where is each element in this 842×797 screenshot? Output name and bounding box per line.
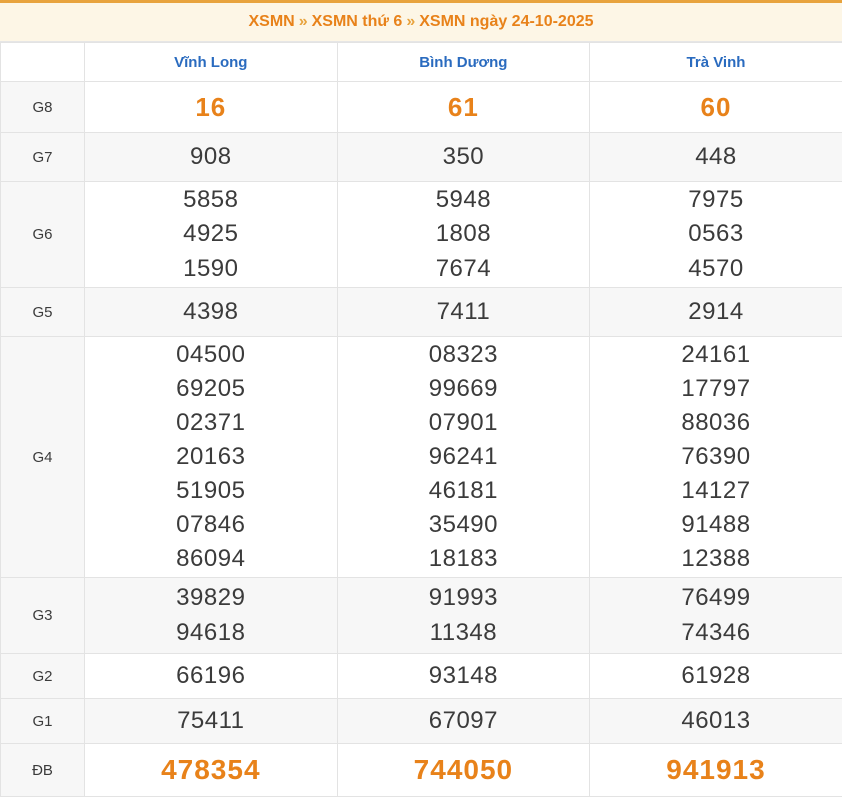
prize-number: 7674 — [338, 252, 590, 286]
prize-number: 448 — [590, 140, 842, 174]
province-header-1[interactable]: Vĩnh Long — [85, 43, 338, 82]
prize-number: 46013 — [590, 704, 842, 738]
prize-number: 61928 — [590, 659, 842, 693]
prize-number: 75411 — [85, 704, 337, 738]
prize-number: 0563 — [590, 217, 842, 251]
prize-cell-g7-binhduong — [337, 133, 590, 182]
prize-number: 88036 — [590, 406, 842, 440]
prize-cell-g4-vinhlong — [85, 337, 338, 578]
table-row — [1, 82, 842, 133]
prize-number: 07846 — [85, 508, 337, 542]
prize-cell-db-binhduong — [337, 744, 590, 797]
breadcrumb-separator: » — [295, 13, 312, 31]
prize-number: 5858 — [85, 183, 337, 217]
prize-number: 1590 — [85, 252, 337, 286]
table-row — [1, 699, 842, 744]
prize-label-g3: G3 — [1, 578, 85, 654]
prize-number: 74346 — [590, 616, 842, 650]
breadcrumb-item-xsmn[interactable]: XSMN — [248, 13, 294, 31]
prize-number: 76390 — [590, 440, 842, 474]
prize-number: 7411 — [338, 295, 590, 329]
prize-cell-g8-vinhlong — [85, 82, 338, 133]
prize-cell-g3-travinh — [590, 578, 842, 654]
table-body — [1, 82, 842, 797]
prize-number: 07901 — [338, 406, 590, 440]
prize-cell-g7-travinh — [590, 133, 842, 182]
prize-number: 94618 — [85, 616, 337, 650]
prize-number: 93148 — [338, 659, 590, 693]
table-row — [1, 337, 842, 578]
prize-number: 86094 — [85, 542, 337, 576]
prize-number: 96241 — [338, 440, 590, 474]
prize-label-g1: G1 — [1, 699, 85, 744]
prize-cell-g3-vinhlong — [85, 578, 338, 654]
prize-number: 17797 — [590, 372, 842, 406]
table-row — [1, 133, 842, 182]
prize-number: 66196 — [85, 659, 337, 693]
prize-cell-g4-travinh — [590, 337, 842, 578]
prize-number: 20163 — [85, 440, 337, 474]
prize-number: 4570 — [590, 252, 842, 286]
prize-number: 744050 — [338, 750, 590, 790]
table-header — [1, 43, 842, 82]
prize-label-g8: G8 — [1, 82, 85, 133]
prize-number: 16 — [85, 89, 337, 126]
prize-number: 61 — [338, 89, 590, 126]
prize-number: 51905 — [85, 474, 337, 508]
table-row — [1, 288, 842, 337]
breadcrumb-item-xsmn-thu-6[interactable]: XSMN thứ 6 — [312, 13, 403, 31]
prize-number: 24161 — [590, 338, 842, 372]
prize-cell-g6-binhduong — [337, 182, 590, 288]
prize-cell-g2-travinh — [590, 654, 842, 699]
prize-number: 1808 — [338, 217, 590, 251]
prize-number: 18183 — [338, 542, 590, 576]
prize-number: 91488 — [590, 508, 842, 542]
prize-label-g4: G4 — [1, 337, 85, 578]
prize-number: 2914 — [590, 295, 842, 329]
prize-number: 12388 — [590, 542, 842, 576]
prize-cell-db-travinh — [590, 744, 842, 797]
table-row — [1, 744, 842, 797]
prize-number: 99669 — [338, 372, 590, 406]
prize-cell-g8-binhduong — [337, 82, 590, 133]
prize-number: 02371 — [85, 406, 337, 440]
prize-cell-g5-binhduong — [337, 288, 590, 337]
prize-number: 7975 — [590, 183, 842, 217]
prize-cell-g5-vinhlong — [85, 288, 338, 337]
table-header-row — [1, 43, 842, 82]
prize-number: 35490 — [338, 508, 590, 542]
prize-number: 46181 — [338, 474, 590, 508]
province-header-3[interactable]: Trà Vinh — [590, 43, 842, 82]
prize-number: 5948 — [338, 183, 590, 217]
prize-number: 08323 — [338, 338, 590, 372]
prize-cell-g2-binhduong — [337, 654, 590, 699]
prize-number: 39829 — [85, 581, 337, 615]
table-row — [1, 182, 842, 288]
prize-number: 908 — [85, 140, 337, 174]
prize-number: 67097 — [338, 704, 590, 738]
prize-number: 4925 — [85, 217, 337, 251]
prize-number: 4398 — [85, 295, 337, 329]
prize-cell-g7-vinhlong — [85, 133, 338, 182]
prize-number: 478354 — [85, 750, 337, 790]
prize-label-g7: G7 — [1, 133, 85, 182]
prize-cell-g1-travinh — [590, 699, 842, 744]
prize-number: 350 — [338, 140, 590, 174]
table-row — [1, 654, 842, 699]
prize-cell-g6-vinhlong — [85, 182, 338, 288]
prize-cell-g1-binhduong — [337, 699, 590, 744]
table-corner-cell — [1, 43, 85, 82]
prize-number: 04500 — [85, 338, 337, 372]
prize-cell-g8-travinh — [590, 82, 842, 133]
prize-label-g2: G2 — [1, 654, 85, 699]
prize-number: 11348 — [338, 616, 590, 650]
prize-cell-g5-travinh — [590, 288, 842, 337]
prize-cell-g2-vinhlong — [85, 654, 338, 699]
breadcrumb — [0, 3, 842, 42]
prize-cell-g1-vinhlong — [85, 699, 338, 744]
breadcrumb-separator: » — [402, 13, 419, 31]
prize-number: 14127 — [590, 474, 842, 508]
prize-label-g5: G5 — [1, 288, 85, 337]
prize-label-db: ĐB — [1, 744, 85, 797]
prize-cell-db-vinhlong — [85, 744, 338, 797]
prize-number: 941913 — [590, 750, 842, 790]
prize-cell-g6-travinh — [590, 182, 842, 288]
prize-number: 76499 — [590, 581, 842, 615]
breadcrumb-item-xsmn-date[interactable]: XSMN ngày 24-10-2025 — [419, 13, 593, 31]
province-header-2[interactable]: Bình Dương — [337, 43, 590, 82]
table-row — [1, 578, 842, 654]
prize-number: 91993 — [338, 581, 590, 615]
prize-label-g6: G6 — [1, 182, 85, 288]
prize-number: 69205 — [85, 372, 337, 406]
prize-number: 60 — [590, 89, 842, 126]
lottery-result-table — [0, 42, 842, 797]
prize-cell-g4-binhduong — [337, 337, 590, 578]
prize-cell-g3-binhduong — [337, 578, 590, 654]
